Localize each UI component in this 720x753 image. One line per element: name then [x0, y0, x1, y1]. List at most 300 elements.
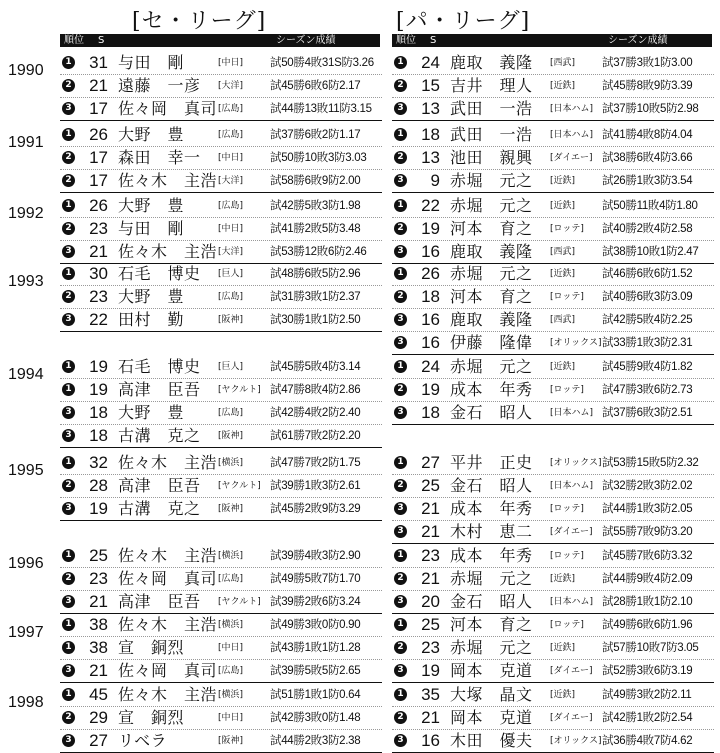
team-name: [巨人] — [218, 269, 244, 279]
player-name: 佐々岡 真司 — [118, 99, 218, 118]
saves-count: 35 — [421, 685, 440, 704]
rank-badge: 1 — [394, 267, 407, 280]
player-name: 武田 一浩 — [450, 125, 533, 144]
team-name: [ダイエー] — [550, 666, 593, 676]
player-name: リベラ — [118, 731, 168, 750]
rank-badge: 3 — [62, 429, 75, 442]
season-record: 試61勝7敗2防2.20 — [270, 430, 361, 442]
rank-badge: 1 — [394, 549, 407, 562]
team-name: [ロッテ] — [550, 620, 584, 630]
rank-badge: 1 — [62, 549, 75, 562]
season-record: 試50勝10敗3防3.03 — [270, 152, 367, 164]
saves-count: 26 — [421, 264, 440, 283]
season-record: 試44勝2敗3防2.38 — [270, 735, 361, 747]
table-row — [392, 147, 714, 170]
table-row — [60, 425, 382, 448]
team-name: [中日] — [218, 713, 244, 723]
rank-badge: 2 — [394, 222, 407, 235]
table-row — [392, 52, 714, 75]
player-name: 佐々木 主浩 — [118, 453, 218, 472]
table-row — [60, 195, 382, 218]
player-name: 武田 一浩 — [450, 99, 533, 118]
team-name: [オリックス] — [550, 736, 602, 746]
player-name: 河本 育之 — [450, 287, 533, 306]
rank-badge: 3 — [394, 502, 407, 515]
player-name: 吉井 理人 — [450, 76, 533, 95]
season-record: 試45勝6敗6防2.17 — [270, 80, 361, 92]
rank-badge: 1 — [394, 199, 407, 212]
team-name: [西武] — [550, 247, 576, 257]
season-record: 試47勝7敗2防1.75 — [270, 457, 361, 469]
table-row — [60, 286, 382, 309]
saves-count: 19 — [421, 380, 440, 399]
season-record: 試49勝3敗0防0.90 — [270, 619, 361, 631]
saves-count: 18 — [421, 125, 440, 144]
table-row — [60, 568, 382, 591]
season-record: 試36勝4敗7防4.62 — [602, 735, 693, 747]
player-name: 金石 昭人 — [450, 403, 533, 422]
season-record: 試43勝1敗1防1.28 — [270, 642, 361, 654]
season-record: 試39勝5敗5防2.65 — [270, 665, 361, 677]
table-row — [392, 684, 714, 707]
team-name: [日本ハム] — [550, 481, 594, 491]
player-name: 木村 恵二 — [450, 522, 533, 541]
table-row — [60, 170, 382, 193]
col-s-header: S — [98, 35, 105, 46]
table-row — [392, 591, 714, 614]
saves-count: 25 — [421, 476, 440, 495]
season-record: 試50勝11敗4防1.80 — [602, 200, 698, 212]
player-name: 赤堀 元之 — [450, 171, 533, 190]
season-record: 試45勝5敗4防3.14 — [270, 361, 361, 373]
saves-count: 38 — [89, 615, 108, 634]
team-name: [広島] — [218, 130, 244, 140]
team-name: [近鉄] — [550, 269, 576, 279]
year-label: 1992 — [8, 205, 44, 222]
rank-badge: 1 — [62, 267, 75, 280]
year-label: 1993 — [8, 273, 44, 290]
table-row — [392, 170, 714, 193]
rank-badge: 2 — [394, 641, 407, 654]
season-record: 試58勝6敗9防2.00 — [270, 175, 361, 187]
table-row — [60, 730, 382, 753]
saves-count: 19 — [89, 357, 108, 376]
saves-count: 23 — [421, 638, 440, 657]
team-name: [ロッテ] — [550, 224, 584, 234]
team-name: [西武] — [550, 315, 576, 325]
saves-count: 28 — [89, 476, 108, 495]
rank-badge: 2 — [62, 222, 75, 235]
col-record-header: シーズン成績 — [276, 35, 336, 46]
team-name: [横浜] — [218, 690, 244, 700]
player-name: 大野 豊 — [118, 403, 185, 422]
table-row — [60, 475, 382, 498]
rank-badge: 2 — [394, 711, 407, 724]
rank-badge: 3 — [62, 595, 75, 608]
player-name: 大野 豊 — [118, 125, 185, 144]
team-name: [ヤクルト] — [218, 597, 261, 607]
team-name: [日本ハム] — [550, 130, 594, 140]
player-name: 森田 幸一 — [118, 148, 201, 167]
saves-count: 24 — [421, 357, 440, 376]
table-row — [60, 402, 382, 425]
rank-badge: 2 — [394, 79, 407, 92]
table-row — [392, 637, 714, 660]
player-name: 与田 剛 — [118, 219, 185, 238]
player-name: 金石 昭人 — [450, 592, 533, 611]
table-row — [60, 98, 382, 121]
saves-count: 23 — [89, 569, 108, 588]
year-label: 1997 — [8, 624, 44, 641]
table-row — [392, 218, 714, 241]
table-row — [392, 707, 714, 730]
team-name: [中日] — [218, 224, 244, 234]
table-row — [60, 263, 382, 286]
saves-count: 45 — [89, 685, 108, 704]
table-row — [392, 498, 714, 521]
rank-badge: 2 — [62, 479, 75, 492]
saves-count: 27 — [421, 453, 440, 472]
table-row — [392, 452, 714, 475]
rank-badge: 2 — [62, 290, 75, 303]
table-row — [60, 614, 382, 637]
rank-badge: 2 — [394, 290, 407, 303]
season-record: 試45勝8敗9防3.39 — [602, 80, 693, 92]
player-name: 宣 銅烈 — [118, 708, 185, 727]
saves-count: 21 — [421, 569, 440, 588]
rank-badge: 3 — [394, 245, 407, 258]
season-record: 試44勝9敗4防2.09 — [602, 573, 693, 585]
player-name: 高津 臣吾 — [118, 476, 201, 495]
season-record: 試41勝4敗8防4.04 — [602, 129, 693, 141]
season-record: 試31勝3敗1防2.37 — [270, 291, 361, 303]
table-row — [392, 309, 714, 332]
saves-count: 16 — [421, 310, 440, 329]
year-label: 1991 — [8, 134, 44, 151]
saves-count: 17 — [89, 171, 108, 190]
saves-count: 22 — [89, 310, 108, 329]
season-record: 試42勝5敗4防2.25 — [602, 314, 693, 326]
rank-badge: 1 — [62, 360, 75, 373]
rank-badge: 2 — [62, 572, 75, 585]
year-label: 1994 — [8, 366, 44, 383]
season-record: 試44勝1敗3防2.05 — [602, 503, 693, 515]
season-record: 試53勝12敗6防2.46 — [270, 246, 367, 258]
team-name: [近鉄] — [550, 176, 576, 186]
saves-count: 18 — [89, 426, 108, 445]
player-name: 鹿取 義隆 — [450, 53, 533, 72]
team-name: [横浜] — [218, 458, 244, 468]
pacific-league-title: [パ・リーグ] — [396, 9, 531, 34]
table-row — [392, 241, 714, 264]
season-record: 試39勝4敗3防2.90 — [270, 550, 361, 562]
saves-count: 20 — [421, 592, 440, 611]
rank-badge: 2 — [62, 79, 75, 92]
player-name: 成本 年秀 — [450, 546, 533, 565]
col-s-header: S — [430, 35, 437, 46]
year-label: 1996 — [8, 555, 44, 572]
season-record: 試42勝1敗2防2.54 — [602, 712, 693, 724]
team-name: [広島] — [218, 666, 244, 676]
team-name: [阪神] — [218, 315, 244, 325]
team-name: [広島] — [218, 104, 244, 114]
season-record: 試49勝3敗2防2.11 — [602, 689, 692, 701]
table-row — [60, 241, 382, 264]
saves-count: 26 — [89, 196, 108, 215]
player-name: 伊藤 隆偉 — [450, 333, 533, 352]
player-name: 石毛 博史 — [118, 357, 201, 376]
saves-count: 21 — [89, 76, 108, 95]
rank-badge: 1 — [394, 360, 407, 373]
team-name: [ダイエー] — [550, 527, 593, 537]
table-row — [392, 379, 714, 402]
saves-count: 16 — [421, 731, 440, 750]
player-name: 佐々木 主浩 — [118, 171, 218, 190]
team-name: [広島] — [218, 574, 244, 584]
rank-badge: 3 — [62, 313, 75, 326]
season-record: 試51勝1敗1防0.64 — [270, 689, 361, 701]
saves-count: 19 — [89, 499, 108, 518]
table-row — [60, 707, 382, 730]
saves-count: 21 — [89, 592, 108, 611]
table-row — [60, 379, 382, 402]
year-label: 1995 — [8, 462, 44, 479]
team-name: [阪神] — [218, 431, 244, 441]
player-name: 岡本 克道 — [450, 708, 533, 727]
player-name: 金石 昭人 — [450, 476, 533, 495]
season-record: 試52勝3敗6防3.19 — [602, 665, 693, 677]
rank-badge: 3 — [394, 525, 407, 538]
table-row — [60, 52, 382, 75]
saves-count: 18 — [421, 403, 440, 422]
saves-count: 16 — [421, 333, 440, 352]
table-row — [392, 356, 714, 379]
team-name: [ロッテ] — [550, 551, 584, 561]
table-row — [60, 637, 382, 660]
rank-badge: 1 — [62, 688, 75, 701]
team-name: [ヤクルト] — [218, 385, 261, 395]
season-record: 試47勝3敗6防2.73 — [602, 384, 693, 396]
team-name: [ロッテ] — [550, 504, 584, 514]
rank-badge: 1 — [62, 618, 75, 631]
season-record: 試37勝6敗3防2.51 — [602, 407, 693, 419]
saves-count: 21 — [421, 499, 440, 518]
player-name: 高津 臣吾 — [118, 592, 201, 611]
player-name: 大塚 晶文 — [450, 685, 533, 704]
table-row — [60, 75, 382, 98]
saves-count: 25 — [89, 546, 108, 565]
player-name: 石毛 博史 — [118, 264, 201, 283]
team-name: [近鉄] — [550, 362, 576, 372]
player-name: 宣 銅烈 — [118, 638, 185, 657]
season-record: 試26勝1敗3防3.54 — [602, 175, 693, 187]
saves-count: 17 — [89, 99, 108, 118]
player-name: 佐々木 主浩 — [118, 242, 218, 261]
player-name: 古溝 克之 — [118, 499, 201, 518]
rank-badge: 3 — [394, 734, 407, 747]
team-name: [近鉄] — [550, 643, 576, 653]
player-name: 佐々木 主浩 — [118, 546, 218, 565]
rank-badge: 1 — [62, 128, 75, 141]
rank-badge: 1 — [62, 56, 75, 69]
saves-count: 19 — [89, 380, 108, 399]
col-record-header: シーズン成績 — [608, 35, 668, 46]
saves-count: 18 — [421, 287, 440, 306]
rank-badge: 2 — [394, 151, 407, 164]
rank-badge: 3 — [62, 102, 75, 115]
season-record: 試50勝4敗31S防3.26 — [270, 57, 374, 69]
season-record: 試42勝5敗3防1.98 — [270, 200, 361, 212]
saves-count: 13 — [421, 148, 440, 167]
rank-badge: 1 — [394, 128, 407, 141]
table-row — [60, 356, 382, 379]
rank-badge: 3 — [62, 245, 75, 258]
team-name: [日本ハム] — [550, 104, 594, 114]
saves-count: 32 — [89, 453, 108, 472]
saves-count: 21 — [89, 661, 108, 680]
rank-badge: 1 — [62, 383, 75, 396]
team-name: [広島] — [218, 292, 244, 302]
player-name: 赤堀 元之 — [450, 264, 533, 283]
player-name: 赤堀 元之 — [450, 357, 533, 376]
col-rank-header: 順位 — [396, 35, 416, 46]
table-row — [392, 75, 714, 98]
season-record: 試46勝6敗6防1.52 — [602, 268, 693, 280]
season-record: 試55勝7敗9防3.20 — [602, 526, 693, 538]
saves-count: 23 — [421, 546, 440, 565]
team-name: [中日] — [218, 643, 244, 653]
saves-count: 21 — [421, 522, 440, 541]
team-name: [大洋] — [218, 176, 244, 186]
table-row — [60, 591, 382, 614]
team-name: [オリックス] — [550, 458, 602, 468]
season-record: 試57勝10敗7防3.05 — [602, 642, 699, 654]
pacific-header-bar — [392, 34, 712, 47]
player-name: 成本 年秀 — [450, 380, 533, 399]
table-row — [392, 98, 714, 121]
team-name: [日本ハム] — [550, 597, 594, 607]
rank-badge: 1 — [62, 199, 75, 212]
team-name: [大洋] — [218, 247, 244, 257]
season-record: 試33勝1敗3防2.31 — [602, 337, 693, 349]
team-name: [ロッテ] — [550, 292, 584, 302]
season-record: 試28勝1敗1防2.10 — [602, 596, 693, 608]
player-name: 成本 年秀 — [450, 499, 533, 518]
player-name: 鹿取 義隆 — [450, 310, 533, 329]
saves-count: 25 — [421, 615, 440, 634]
year-label: 1990 — [8, 62, 44, 79]
team-name: [近鉄] — [550, 201, 576, 211]
saves-count: 21 — [89, 242, 108, 261]
team-name: [オリックス] — [550, 338, 602, 348]
season-record: 試45勝7敗6防3.32 — [602, 550, 693, 562]
season-record: 試39勝1敗3防2.61 — [270, 480, 361, 492]
table-row — [60, 684, 382, 707]
player-name: 大野 豊 — [118, 196, 185, 215]
team-name: [中日] — [218, 153, 244, 163]
saves-count: 31 — [89, 53, 108, 72]
rank-badge: 3 — [62, 406, 75, 419]
player-name: 池田 親興 — [450, 148, 533, 167]
season-record: 試37勝10敗5防2.98 — [602, 103, 699, 115]
season-record: 試45勝2敗9防3.29 — [270, 503, 361, 515]
rank-badge: 3 — [62, 734, 75, 747]
saves-count: 9 — [430, 171, 440, 190]
player-name: 田村 勤 — [118, 310, 185, 329]
player-name: 木田 優夫 — [450, 731, 533, 750]
table-row — [392, 195, 714, 218]
table-row — [60, 452, 382, 475]
rank-badge: 3 — [394, 664, 407, 677]
table-row — [392, 660, 714, 683]
table-row — [392, 614, 714, 637]
season-record: 試40勝6敗3防3.09 — [602, 291, 693, 303]
table-row — [392, 521, 714, 544]
saves-count: 30 — [89, 264, 108, 283]
rank-badge: 3 — [394, 595, 407, 608]
season-record: 試47勝8敗4防2.86 — [270, 384, 361, 396]
player-name: 赤堀 元之 — [450, 569, 533, 588]
team-name: [大洋] — [218, 81, 244, 91]
season-record: 試32勝2敗3防2.02 — [602, 480, 693, 492]
player-name: 赤堀 元之 — [450, 638, 533, 657]
table-row — [392, 332, 714, 355]
rank-badge: 2 — [62, 174, 75, 187]
rank-badge: 1 — [394, 456, 407, 469]
saves-count: 27 — [89, 731, 108, 750]
player-name: 佐々岡 真司 — [118, 569, 218, 588]
team-name: [ダイエー] — [550, 713, 593, 723]
rank-badge: 3 — [394, 174, 407, 187]
rank-badge: 3 — [394, 313, 407, 326]
team-name: [近鉄] — [550, 690, 576, 700]
team-name: [阪神] — [218, 504, 244, 514]
table-row — [392, 263, 714, 286]
player-name: 与田 剛 — [118, 53, 185, 72]
season-record: 試42勝4敗2防2.40 — [270, 407, 361, 419]
rank-badge: 1 — [394, 618, 407, 631]
table-row — [60, 309, 382, 332]
rank-badge: 3 — [394, 406, 407, 419]
rank-badge: 2 — [62, 151, 75, 164]
season-record: 試30勝1敗1防2.50 — [270, 314, 361, 326]
saves-count: 15 — [421, 76, 440, 95]
player-name: 佐々岡 真司 — [118, 661, 218, 680]
rank-badge: 1 — [394, 56, 407, 69]
col-rank-header: 順位 — [64, 35, 84, 46]
player-name: 大野 豊 — [118, 287, 185, 306]
year-label: 1998 — [8, 694, 44, 711]
team-name: [広島] — [218, 408, 244, 418]
team-name: [横浜] — [218, 551, 244, 561]
saves-count: 21 — [421, 708, 440, 727]
table-row — [392, 475, 714, 498]
team-name: [近鉄] — [550, 81, 576, 91]
player-name: 赤堀 元之 — [450, 196, 533, 215]
player-name: 河本 育之 — [450, 615, 533, 634]
saves-count: 23 — [89, 219, 108, 238]
player-name: 平井 正史 — [450, 453, 533, 472]
table-row — [60, 660, 382, 683]
player-name: 佐々木 主浩 — [118, 615, 218, 634]
rank-badge: 2 — [394, 383, 407, 396]
team-name: [中日] — [218, 58, 244, 68]
season-record: 試41勝2敗5防3.48 — [270, 223, 361, 235]
table-row — [60, 147, 382, 170]
table-row — [392, 568, 714, 591]
rank-badge: 1 — [62, 456, 75, 469]
rank-badge: 2 — [394, 572, 407, 585]
